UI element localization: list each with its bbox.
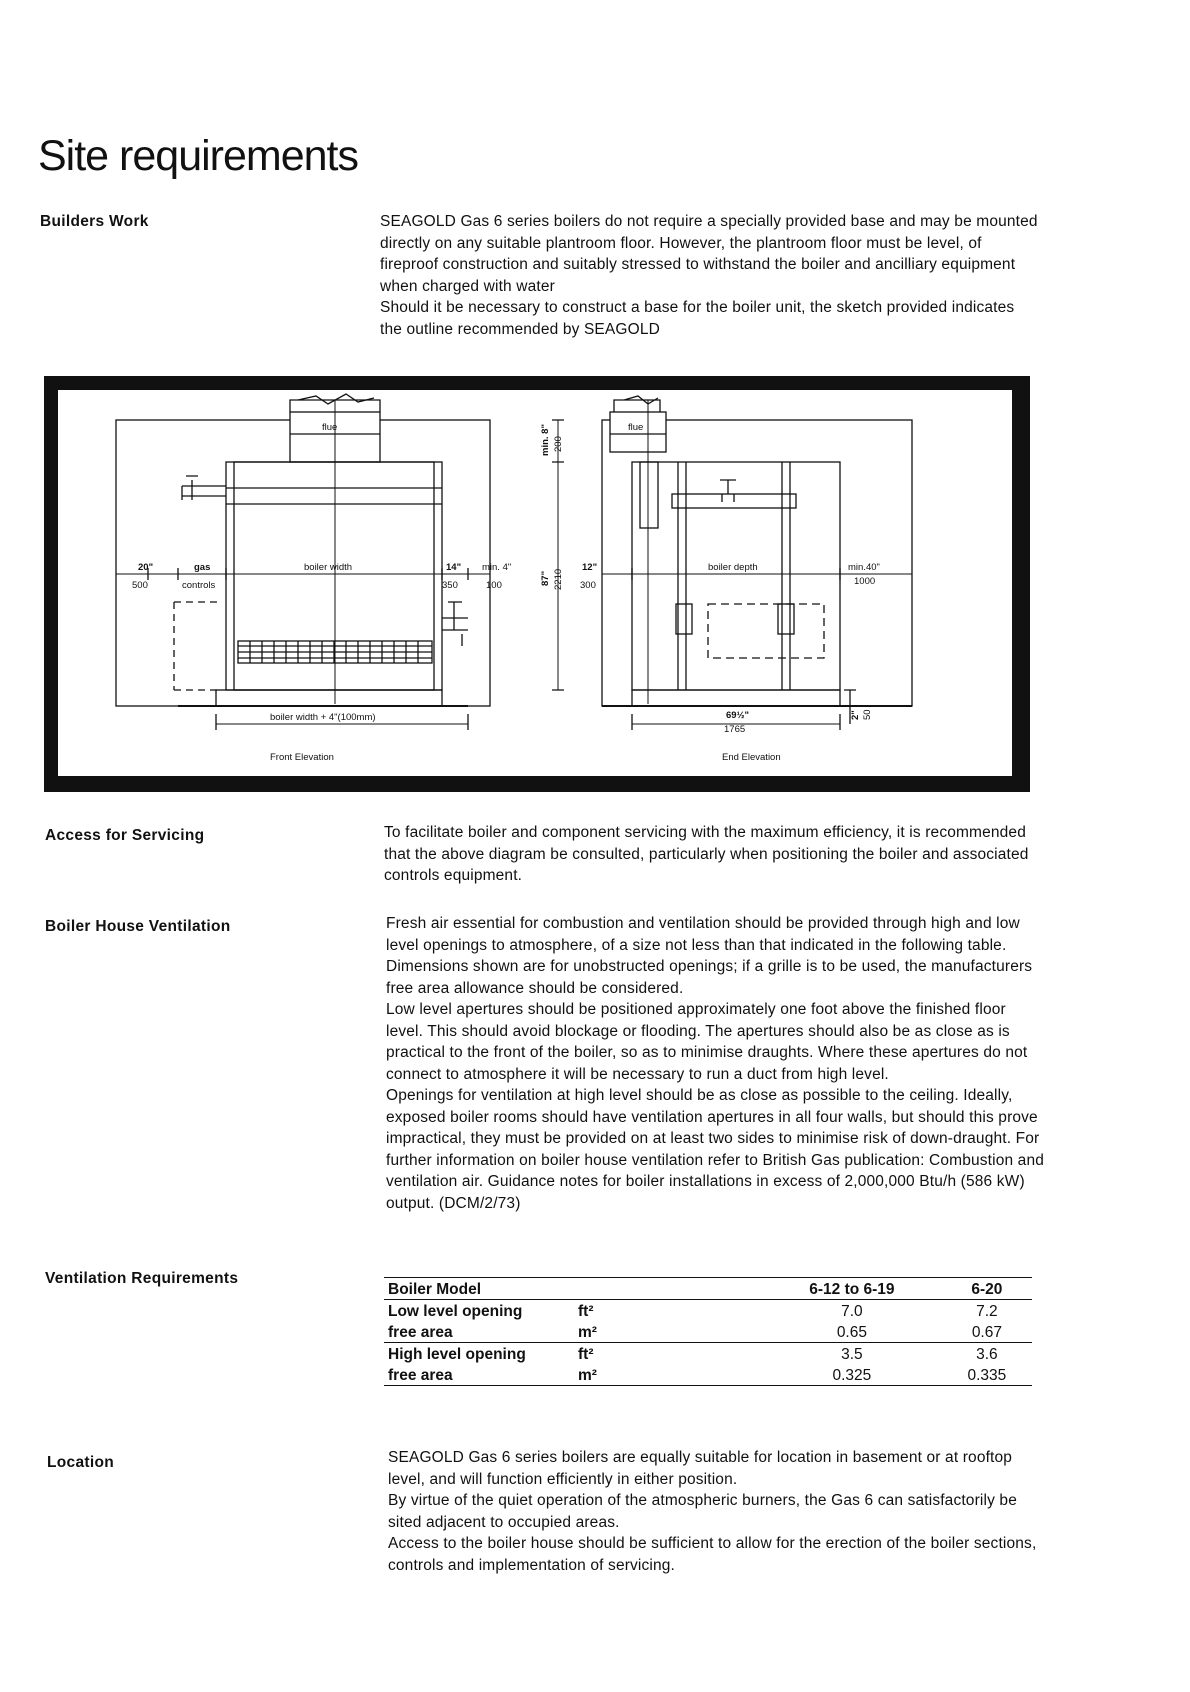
section-label-ventilation: Boiler House Ventilation xyxy=(45,918,231,935)
end-boiler-body xyxy=(632,462,840,690)
end-elevation-caption: End Elevation xyxy=(722,752,781,763)
paragraph: Openings for ventilation at high level should be as close as possible to the ceiling. Ideally, exposed boiler rooms should have ventilation apertures in all four walls, but should this prove impractical, they must be provided on at least two sides to minimise risk of down-draught. For further information on boiler house ventilation refer to British Gas publication: Combustion and ventilation air. Guidance notes for boiler installations in excess of 2,000,000 Btu/h (586 kW) output. (DCM/2/73) xyxy=(386,1087,1044,1212)
end-base-in: 69½" xyxy=(726,710,749,721)
header-col1: 6-12 to 6-19 xyxy=(762,1278,942,1300)
paragraph: To facilitate boiler and component servicing with the maximum efficiency, it is recommended that the above diagram be consulted, particularly when positioning the boiler and associated controls equipment. xyxy=(384,824,1029,884)
row-name: Low level opening xyxy=(388,1303,523,1320)
paragraph: Low level apertures should be positioned approximately one foot above the finished floor level. This should avoid blockage or flooding. The apertures should also be as close as is practical to the front of the boiler, so as to minimise draughts. Where these apertures do not connect to atmosphere it will be necessary to run a duct from high level. xyxy=(386,1001,1028,1083)
row-unit: ft² xyxy=(578,1346,594,1363)
diagram-svg xyxy=(58,390,1012,776)
front-elevation-caption: Front Elevation xyxy=(270,752,334,763)
table-row xyxy=(384,1321,1032,1343)
base-width-label: boiler width + 4"(100mm) xyxy=(270,712,376,723)
end-left-in: 12" xyxy=(582,562,598,573)
row-value: 0.65 xyxy=(762,1321,942,1343)
section-label-location: Location xyxy=(47,1454,114,1471)
paragraph: SEAGOLD Gas 6 series boilers do not require a specially provided base and may be mounted directly on any suitable plantroom floor. However, the plantroom floor must be level, of fireproof construction and suitably stressed to withstand the boiler and ancilliary equipment when charged with water xyxy=(380,213,1038,295)
section-label-builders-work: Builders Work xyxy=(40,213,149,230)
ventilation-table xyxy=(384,1277,1032,1386)
row-unit: m² xyxy=(572,1321,762,1343)
table-row xyxy=(384,1300,1032,1322)
paragraph: Should it be necessary to construct a base for the boiler unit, the sketch provided indicates the outline recommended by SEAGOLD xyxy=(380,299,1015,338)
site-diagram xyxy=(58,390,1012,776)
boiler-depth-label: boiler depth xyxy=(708,562,758,573)
dim-right-in: 14" xyxy=(446,562,462,573)
row-value: 0.325 xyxy=(762,1364,942,1386)
end-flue-label: flue xyxy=(628,422,644,433)
section-label-access: Access for Servicing xyxy=(45,827,205,844)
end-top-in: min. 8" xyxy=(540,424,551,456)
row-value: 3.6 xyxy=(976,1346,998,1363)
site-diagram-frame xyxy=(44,376,1030,792)
end-left-mm: 300 xyxy=(580,580,596,591)
boiler-width-label: boiler width xyxy=(304,562,353,573)
row-value: 0.335 xyxy=(942,1364,1032,1386)
dim-right-mm: 350 xyxy=(442,580,458,591)
dim-min-in: min. 4" xyxy=(482,562,512,573)
ventilation-text xyxy=(386,913,1046,1214)
header-boiler-model: Boiler Model xyxy=(384,1278,762,1300)
builders-work-text xyxy=(380,211,1040,340)
row-name: High level opening xyxy=(388,1346,526,1363)
end-height-mm: 2210 xyxy=(553,568,564,590)
section-label-vent-requirements: Ventilation Requirements xyxy=(45,1270,239,1287)
page-title: Site requirements xyxy=(38,132,358,180)
dim-left-in: 20" xyxy=(138,562,154,573)
table-header-row xyxy=(384,1278,1032,1300)
end-height-in: 87" xyxy=(540,570,551,586)
controls-label: controls xyxy=(182,580,216,591)
row-unit: ft² xyxy=(578,1303,594,1320)
row-value: 7.2 xyxy=(976,1303,998,1320)
row-unit: m² xyxy=(572,1364,762,1386)
location-text xyxy=(388,1447,1048,1576)
dim-min-mm: 100 xyxy=(486,580,502,591)
table-row xyxy=(384,1343,1032,1365)
row-name: free area xyxy=(384,1364,572,1386)
end-right-in: min.40" xyxy=(848,562,880,573)
header-col2: 6-20 xyxy=(942,1278,1032,1300)
front-flue-label: flue xyxy=(322,422,338,433)
paragraph: SEAGOLD Gas 6 series boilers are equally suitable for location in basement or at rooftop level, and will function efficiently in either position. xyxy=(388,1449,1013,1488)
paragraph: Fresh air essential for combustion and ventilation should be provided through high and low level openings to atmosphere, of a size not less than that indicated in the following table. Dimensions shown are for unobstructed openings; if a grille is to be used, the manufacturers free area allowance should be considered. xyxy=(386,915,1033,997)
paragraph: By virtue of the quiet operation of the atmospheric burners, the Gas 6 can satisfactorily be sited adjacent to occupied areas. xyxy=(388,1492,1017,1531)
end-plinth-mm: 50 xyxy=(862,709,873,720)
row-value: 3.5 xyxy=(841,1346,863,1363)
end-top-mm: 200 xyxy=(553,436,564,452)
end-right-mm: 1000 xyxy=(854,576,876,587)
paragraph: Access to the boiler house should be sufficient to allow for the erection of the boiler sections, controls and implementation of servicing. xyxy=(388,1535,1037,1574)
gas-label: gas xyxy=(194,562,211,573)
dim-left-mm: 500 xyxy=(132,580,148,591)
table-row xyxy=(384,1364,1032,1386)
row-value: 0.67 xyxy=(942,1321,1032,1343)
access-text xyxy=(384,822,1044,887)
end-base-mm: 1765 xyxy=(724,724,746,735)
end-plinth-in: 2" xyxy=(850,710,861,720)
row-value: 7.0 xyxy=(841,1303,863,1320)
row-name: free area xyxy=(384,1321,572,1343)
